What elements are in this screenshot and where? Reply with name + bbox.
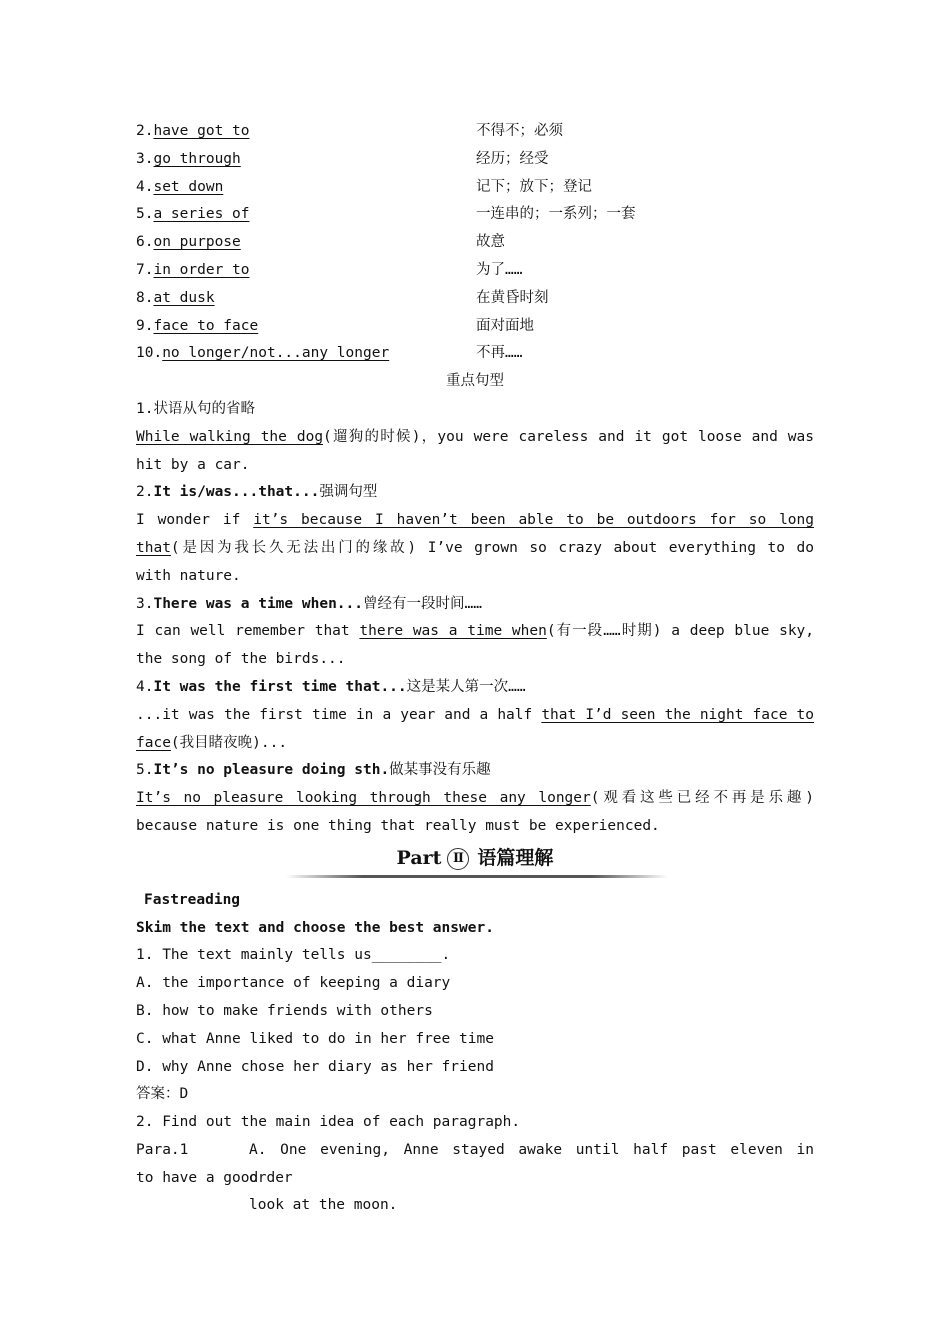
phrase-chinese: 为了…… (476, 261, 523, 278)
sentence-4-prefix: ...it was the first time in a year and a half (136, 706, 542, 723)
document-page (136, 118, 814, 1220)
sentence-4-rest: (我目睹夜晚)... (170, 734, 288, 751)
sentence-4-underlined-2: face (136, 734, 171, 751)
paragraph-idea-cont-2: look at the moon. (249, 1197, 398, 1214)
sentence-3-number: 3. (136, 595, 154, 612)
phrase-english: no longer/not...any longer (162, 345, 390, 362)
sentence-2-number: 2. (136, 484, 154, 501)
phrase-english: set down (153, 178, 224, 195)
phrase-number: 4. (136, 178, 154, 195)
phrase-chinese: 记下；放下；登记 (476, 178, 592, 195)
sentence-5-pattern: It’s no pleasure doing sth. (153, 762, 390, 779)
sentence-3-title-zh: 曾经有一段时间…… (362, 595, 482, 612)
phrase-number: 2. (136, 123, 154, 139)
phrase-chinese: 故意 (476, 234, 505, 251)
question-1-option: C. what Anne liked to do in her free time (136, 1030, 494, 1047)
sentence-1-underlined: While walking the dog (136, 428, 324, 445)
phrase-english: have got to (153, 123, 250, 139)
sentence-5-rest: (观看这些已经不再是乐趣) (590, 790, 814, 807)
sentence-2-line-2 (136, 535, 814, 563)
sentence-4-line-1 (136, 702, 814, 730)
phrase-row (136, 229, 814, 257)
sentence-4-title-zh: 这是某人第一次…… (406, 678, 526, 695)
sentence-3-line-2: the song of the birds... (136, 651, 346, 668)
sentence-4-underlined: that I’d seen the night face to (541, 706, 814, 723)
sentence-2-underlined: it’s because I haven’t been able to be outdoors for so long (253, 512, 814, 529)
phrase-row (136, 201, 814, 229)
sentence-2-prefix: I wonder if (136, 512, 254, 529)
phrase-chinese: 经历；经受 (476, 150, 549, 167)
phrase-row (136, 174, 814, 202)
phrase-number: 10. (136, 345, 163, 362)
phrase-number: 9. (136, 317, 154, 334)
part-heading (136, 843, 814, 883)
sentence-3-title (136, 591, 814, 619)
instruction: Skim the text and choose the best answer. (136, 919, 494, 936)
sentence-2-pattern: It is/was...that... (153, 484, 320, 501)
sentence-3-underlined: there was a time when (359, 623, 547, 640)
part-title-zh: 语篇理解 (477, 846, 554, 869)
sentence-3-rest: (有一段……时期) a deep blue sky, (546, 623, 815, 640)
sentences-heading: 重点句型 (446, 373, 504, 390)
phrase-row (136, 285, 814, 313)
question-2-stem: 2. Find out the main idea of each paragraph. (136, 1114, 521, 1131)
phrase-chinese: 不再…… (476, 345, 523, 362)
phrase-row (136, 257, 814, 285)
paragraph-idea-cont: to have a good (136, 1169, 259, 1186)
sentence-4-number: 4. (136, 678, 154, 695)
phrase-number: 3. (136, 150, 154, 167)
sentence-3-pattern: There was a time when... (153, 595, 363, 612)
sentence-5-line-2: because nature is one thing that really must be experienced. (136, 817, 660, 834)
question-1-option: B. how to make friends with others (136, 1002, 433, 1019)
part-label: Part (396, 846, 442, 869)
part-title (136, 845, 814, 871)
phrase-english: on purpose (153, 234, 241, 251)
sentence-5-title-zh: 做某事没有乐趣 (389, 762, 491, 779)
phrase-chinese: 一连串的；一系列；一套 (476, 206, 636, 223)
phrase-number: 6. (136, 234, 154, 251)
phrase-row (136, 118, 814, 146)
question-1-option: A. the importance of keeping a diary (136, 975, 451, 992)
phrase-english: face to face (153, 317, 259, 334)
phrase-chinese: 不得不；必须 (476, 123, 563, 139)
sentence-3-line-1 (136, 618, 814, 646)
phrase-list (136, 118, 814, 368)
sentence-5-underlined: It’s no pleasure looking through these any longer (136, 790, 591, 807)
phrase-row (136, 313, 814, 341)
phrase-english: in order to (153, 261, 250, 278)
sentence-2-underlined-2: that (136, 539, 171, 556)
phrase-chinese: 面对面地 (476, 317, 534, 334)
sentence-2-line-1 (136, 507, 814, 535)
phrase-number: 8. (136, 289, 154, 306)
sentence-1-title: 1.状语从句的省略 (136, 400, 255, 417)
sentence-4-line-2 (136, 730, 814, 758)
sentence-5-number: 5. (136, 762, 154, 779)
sentence-4-title (136, 674, 814, 702)
phrase-row (136, 146, 814, 174)
part-number-badge: Ⅱ (447, 848, 469, 870)
phrase-number: 5. (136, 206, 154, 223)
question-1-option: D. why Anne chose her diary as her friend (136, 1058, 494, 1075)
sentence-5-line-1 (136, 785, 814, 813)
paragraph-idea: A. One evening, Anne stayed awake until half past eleven in order (249, 1141, 814, 1186)
phrase-chinese: 在黄昏时刻 (476, 289, 549, 306)
sentence-4-pattern: It was the first time that... (153, 678, 407, 695)
part-divider (286, 875, 668, 878)
sentence-1-text: (遛狗的时候)，you were careless and it got loose and was (323, 428, 814, 445)
sentence-5-title (136, 757, 814, 785)
sentence-1-line-1 (136, 424, 814, 452)
phrase-english: at dusk (153, 289, 215, 306)
sentence-3-prefix: I can well remember that (136, 623, 360, 640)
fastreading-heading: Fastreading (144, 891, 241, 908)
sentence-2-line-3: with nature. (136, 567, 241, 584)
phrase-row (136, 340, 814, 368)
sentence-2-rest: (是因为我长久无法出门的缘故) I’ve grown so crazy about everything to do (170, 539, 814, 556)
paragraph-label: Para.1 (136, 1141, 189, 1158)
sentence-1-line-2: hit by a car. (136, 456, 250, 473)
question-1-stem: 1. The text mainly tells us________. (136, 947, 451, 964)
sentence-2-title (136, 479, 814, 507)
question-1-answer: 答案：D (136, 1086, 189, 1103)
phrase-english: go through (153, 150, 241, 167)
phrase-english: a series of (153, 206, 250, 223)
phrase-number: 7. (136, 261, 154, 278)
sentence-2-title-zh: 强调句型 (319, 484, 378, 501)
